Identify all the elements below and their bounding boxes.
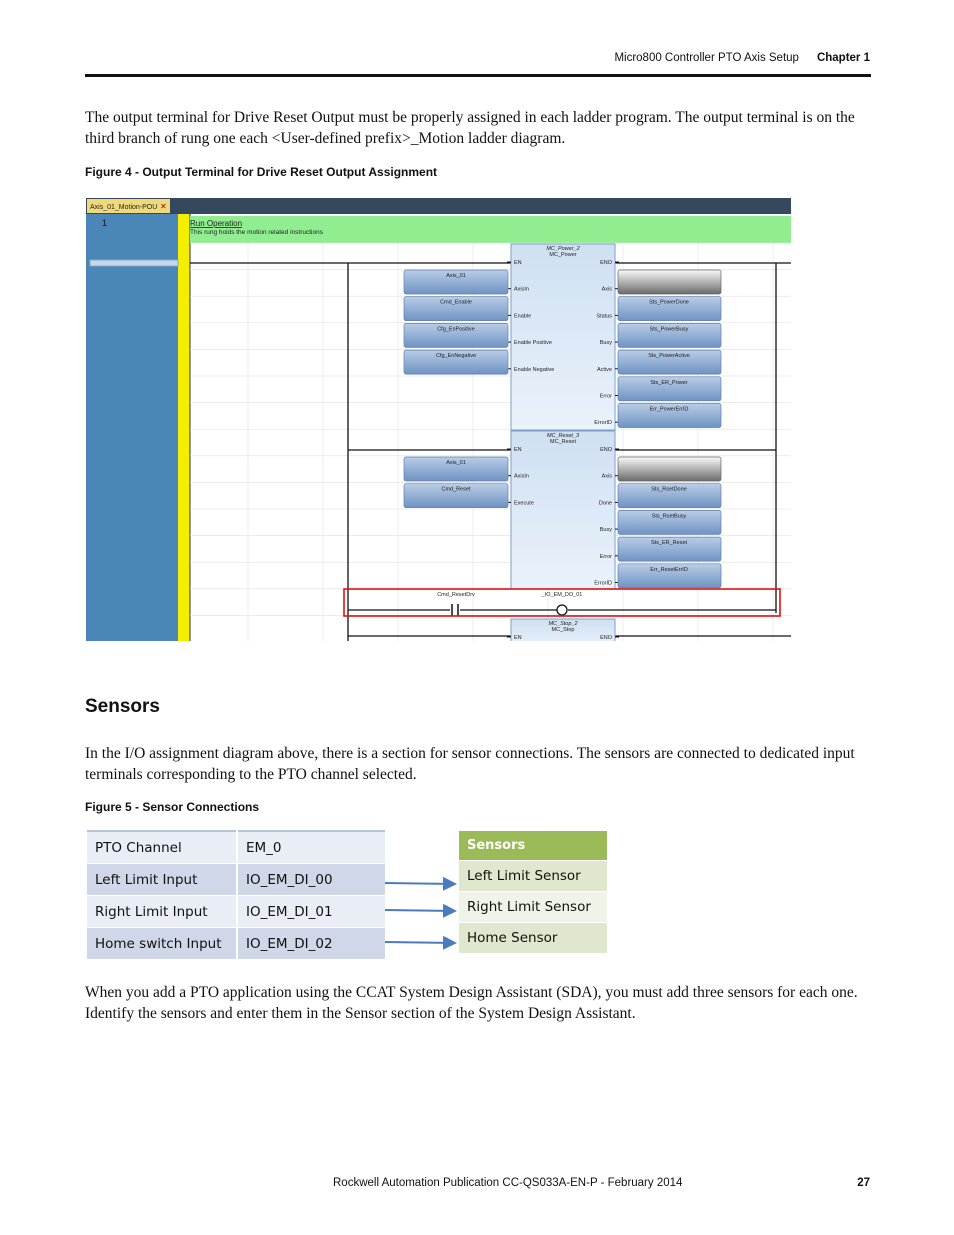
sensor-item: Home Sensor: [459, 923, 607, 954]
output-variable-label: Sts_PowerDone: [649, 299, 689, 306]
connection-arrows: [385, 870, 460, 950]
sensors-list: [459, 831, 607, 954]
editor-tab-bar: [86, 198, 791, 214]
arrow-right-limit: [385, 910, 455, 911]
page-number: 27: [857, 1177, 870, 1189]
arrow-left-limit: [385, 883, 455, 884]
block-output-pin: Busy: [599, 340, 612, 347]
function-block[interactable]: [511, 431, 615, 589]
output-variable-label: Sts_RsetDone: [651, 486, 687, 493]
block-output-pin: Status: [596, 313, 612, 320]
output-variable-label: Sts_ER_Reset: [650, 540, 688, 547]
header-section: Micro800 Controller PTO Axis Setup: [614, 52, 799, 64]
closing-paragraph: When you add a PTO application using the CCAT System Design Assistant (SDA), you must add three sensors for each one. Identify the sensors and enter them in the Sensor section of the System Design Assistant.: [85, 984, 858, 1022]
table-cell: EM_0: [237, 831, 385, 864]
block-output-pin: Axis: [601, 286, 612, 293]
output-variable-label: Sts_PowerBusy: [649, 326, 689, 333]
block-output-pin: Done: [598, 500, 612, 507]
table-cell: IO_EM_DI_01: [237, 896, 385, 928]
block-output-pin: ENO: [600, 635, 612, 641]
input-variable-label: Cfg_EnPositive: [437, 326, 475, 333]
header-chapter: Chapter 1: [816, 52, 870, 64]
output-variable-label: Err_ResetErrID: [650, 566, 688, 573]
block-output-pin: Axis: [601, 473, 612, 480]
table-row: [87, 896, 385, 928]
sensors-title: Sensors: [459, 831, 607, 861]
output-variable-label: Sts_ER_Power: [650, 379, 688, 386]
power-rail: [178, 214, 190, 641]
block-output-pin: ENO: [600, 260, 612, 266]
rung-number: 1: [102, 218, 108, 228]
header-rule: [85, 74, 871, 77]
arrow-home: [385, 942, 455, 943]
block-output-pin: Active: [597, 366, 612, 373]
axis-output-box[interactable]: [618, 457, 721, 481]
table-cell: Right Limit Input: [87, 896, 237, 928]
output-variable-label: Err_PowerErrID: [649, 406, 689, 413]
block-output-pin: Busy: [599, 527, 612, 534]
block-output-pin: Error: [599, 393, 612, 400]
block-input-pin: AxisIn: [514, 473, 529, 480]
table-row: [87, 864, 385, 896]
block-output-pin: ErrorID: [594, 420, 612, 427]
rung-scroll-marker[interactable]: [90, 260, 178, 266]
table-cell: IO_EM_DI_02: [237, 928, 385, 960]
input-variable-label: Axis_01: [446, 460, 466, 466]
output-variable-label: Sts_PowerActive: [648, 353, 690, 360]
editor-tab-label[interactable]: Axis_01_Motion-POU: [90, 204, 158, 211]
table-row: [87, 928, 385, 960]
output-variable-label: Sts_RsetBusy: [651, 513, 687, 520]
input-variable-label: Axis_01: [446, 273, 466, 279]
block-input-pin: Execute: [514, 500, 534, 507]
sensors-paragraph: In the I/O assignment diagram above, there is a section for sensor connections. The sensors are connected to dedicated input terminals corresponding to the PTO channel selected.: [85, 745, 855, 783]
table-cell: PTO Channel: [87, 831, 237, 864]
input-variable-label: Cfg_EnNegative: [435, 353, 477, 360]
block-output-pin: ErrorID: [594, 580, 612, 587]
block-output-pin: Error: [599, 553, 612, 560]
block-type-name: MC_Power: [549, 252, 577, 258]
block-input-pin: Enable Negative: [514, 366, 555, 373]
rung-title: Run Operation: [190, 219, 243, 228]
input-variable-label: Cmd_Enable: [440, 299, 472, 306]
table-cell: IO_EM_DI_00: [237, 864, 385, 896]
running-header: [614, 52, 870, 64]
block-output-pin: ENO: [600, 447, 612, 453]
block-input-pin: EN: [514, 635, 522, 641]
block-type-name: MC_Stop: [551, 627, 575, 633]
table-row: [87, 831, 385, 864]
intro-paragraph: The output terminal for Drive Reset Output must be properly assigned in each ladder program. The output terminal is on the third branch of rung one each <User-defined prefix>_Motion ladder diagram.: [85, 109, 855, 147]
block-instance-name: MC_Reset_3: [546, 433, 580, 439]
tab-close-icon[interactable]: ✕: [160, 202, 167, 211]
block-input-pin: Enable Positive: [514, 340, 552, 347]
block-instance-name: MC_Power_2: [546, 246, 580, 252]
block-input-pin: AxisIn: [514, 286, 529, 293]
sensors-heading: Sensors: [85, 696, 160, 717]
table-cell: Left Limit Input: [87, 864, 237, 896]
rung-comment: This rung holds the motion related instructions: [190, 229, 323, 236]
block-input-pin: EN: [514, 260, 522, 266]
axis-output-box[interactable]: [618, 270, 721, 294]
figure-4-caption: Figure 4 - Output Terminal for Drive Reset Output Assignment: [85, 165, 438, 179]
block-input-pin: Enable: [514, 313, 532, 320]
block-type-name: MC_Reset: [550, 439, 576, 445]
figure-5-caption: Figure 5 - Sensor Connections: [85, 800, 260, 814]
ladder-diagram[interactable]: [86, 198, 791, 641]
sensor-item: Right Limit Sensor: [459, 892, 607, 923]
contact-label: Cmd_ResetDrv: [437, 592, 475, 598]
block-instance-name: MC_Stop_2: [548, 621, 578, 627]
function-block[interactable]: [511, 244, 615, 430]
rung-number-column: [86, 214, 178, 641]
footer-publication: Rockwell Automation Publication CC-QS033A-EN-P - February 2014: [333, 1177, 683, 1189]
input-variable-label: Cmd_Reset: [441, 486, 471, 493]
coil-label: _IO_EM_DO_01: [541, 592, 583, 598]
io-assignment-table: [87, 830, 385, 960]
output-coil[interactable]: [557, 605, 567, 615]
table-cell: Home switch Input: [87, 928, 237, 960]
sensor-item: Left Limit Sensor: [459, 861, 607, 892]
block-input-pin: EN: [514, 447, 522, 453]
